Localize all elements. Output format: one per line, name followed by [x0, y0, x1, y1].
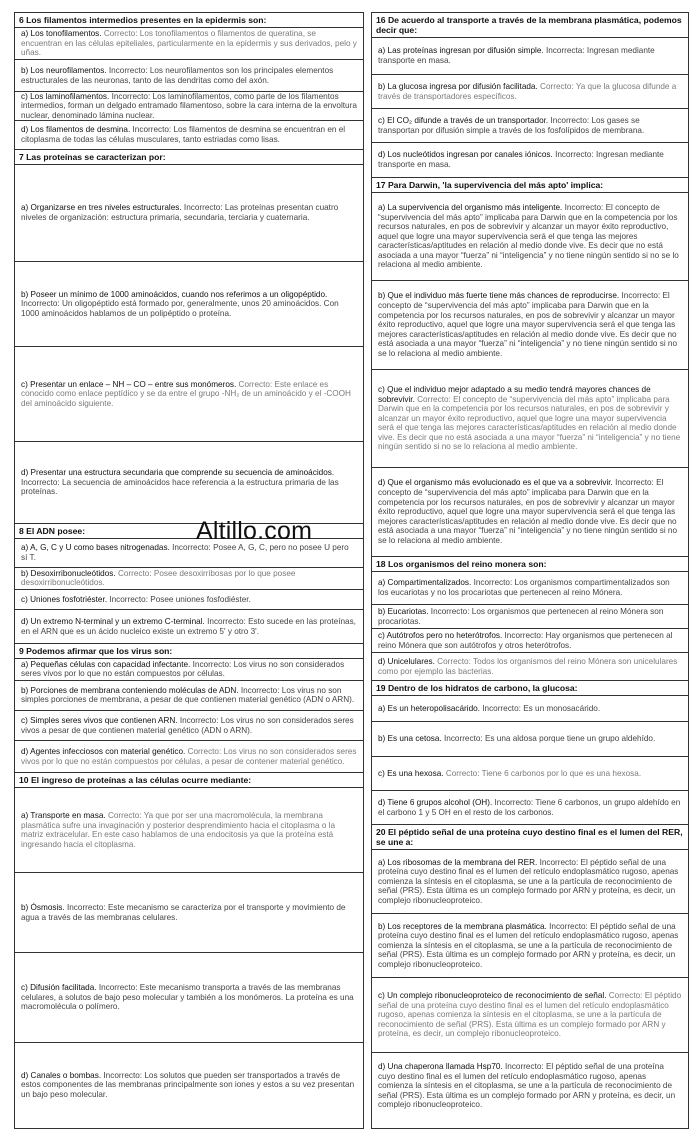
option-verdict: Incorrecto:	[179, 716, 219, 726]
answer-text	[21, 983, 357, 1012]
question-title: 19 Dentro de los hidratos de carbono, la glucosa:	[372, 681, 688, 696]
option-label: b) La glucosa ingresa por difusión facilitada.	[378, 81, 538, 91]
option-label: d) Agentes infecciosos con material genético.	[21, 747, 186, 757]
answer-text	[378, 82, 682, 101]
option-explanation: Ya que la glucosa difunde a través de transportadores específicos.	[378, 81, 677, 101]
option-verdict: Incorrecto:	[549, 921, 588, 931]
option-label: a) Los tonofilamentos.	[21, 29, 102, 39]
answer-text	[378, 607, 682, 626]
option-explanation: La secuencia de aminoácidos hace referencia a la estructura primaria de las proteínas.	[21, 477, 339, 497]
option-verdict: Incorrecto:	[108, 65, 148, 75]
answer-option	[372, 143, 688, 178]
option-label: b) Poseer un mínimo de 1000 aminoácidos, cuando nos referimos a un oligopéptido.	[21, 289, 328, 299]
option-explanation: Este enlace es conocido como enlace peptídico y se da entre el grupo -NH₂ de un aminoácido y el -COOH del aminoácido siguiente.	[21, 379, 351, 409]
option-label: b) Eucariotas.	[378, 606, 429, 616]
answer-option	[15, 1043, 363, 1128]
option-label: a) A, G, C y U como bases nitrogenadas.	[21, 543, 170, 553]
answer-option	[15, 953, 363, 1042]
watermark: Altillo.com	[196, 517, 313, 545]
answer-option	[15, 347, 363, 442]
answer-text	[21, 66, 357, 85]
option-verdict: Correcto:	[437, 656, 471, 666]
answer-option	[15, 681, 363, 711]
option-label: b) Porciones de membrana conteniendo moléculas de ADN.	[21, 685, 239, 695]
option-verdict: Incorrecto:	[505, 1062, 544, 1072]
option-label: a) Transporte en masa.	[21, 810, 106, 820]
answer-option	[15, 121, 363, 150]
answer-option	[15, 590, 363, 610]
option-explanation: El péptido señal de una proteína cuyo destino final es el lumen del retículo endoplasmático rugoso, apenas comienza la síntesis en el citoplasma, se une a la partícula de reconocimiento de señal (PRS). Esta última es un complejo formado por ARN y proteína, es decir, un complejo ribonucleoproteico.	[378, 921, 679, 969]
option-explanation: Los tonofilamentos o filamentos de queratina, se encuentran en las células epiteliales, particularmente en la epidermis y sus derivados, pelo y uñas.	[21, 29, 357, 58]
option-explanation: Los laminofilamentos, como parte de los filamentos intermedios, forman un delgado entramado filamentoso, sobre la cara interna de la envoltura nuclear, denominado lámina nuclear.	[21, 91, 357, 120]
answer-text	[378, 385, 682, 452]
answer-option	[372, 38, 688, 75]
option-explanation: El concepto de “supervivencia del más apto” implicaba para Darwin que en la competencia por los recursos naturales, en pos de sobrevivir y alcanzar un mayor éxito reproductivo, aquel que logre una mayor supervivencia será el que tenga las mejores características/aptitudes en relación al medio donde vive. Es decir que no está asociada a una mayor “fuerza” ni “inteligencia” y no tiene ningún sentido si no se lo relaciona al medio ambiente.	[378, 478, 678, 545]
question-title: 18 Los organismos del reino monera son:	[372, 557, 688, 572]
option-verdict: Incorrecto:	[207, 616, 246, 626]
option-verdict: Incorrecto:	[21, 299, 60, 309]
option-verdict: Incorrecto:	[66, 903, 106, 913]
option-verdict: Incorrecto:	[473, 578, 513, 588]
option-explanation: El concepto de “supervivencia del más apto” implicaba para Darwin que en la competencia por los recursos naturales, en pos de sobrevivir y alcanzar un mayor éxito reproductivo, aquel que logre una mayor supervivencia será el que tenga las mejores características/aptitudes en relación al medio donde vive. Es decir que no está asociada a una mayor “fuerza” ni “inteligencia” y no tiene ningún sentido si no se lo relaciona al medio ambiente.	[378, 291, 678, 358]
option-explanation: Este mecanismo se caracteriza por el transporte y movimiento de agua a través de las membranas celulares.	[21, 903, 346, 922]
answer-text	[21, 468, 357, 497]
option-explanation: Posee desoxirribosas por lo que posee desoxirribonucleótidos.	[21, 568, 296, 588]
option-explanation: Los gases se transportan por difusión simple a través de los fosfolípidos de membrana.	[378, 115, 645, 135]
answer-text	[21, 203, 357, 222]
option-verdict: Incorrecto:	[109, 595, 148, 605]
option-label: b) Desoxirribonucleótidos.	[21, 568, 116, 578]
answer-text	[378, 858, 682, 906]
answer-text	[21, 543, 357, 562]
option-explanation: Hay organismos que pertenecen al reino Mónera que son autótrofos y otros heterótrofos.	[378, 630, 673, 650]
option-verdict: Incorrecto:	[621, 291, 661, 301]
option-explanation: El concepto de “supervivencia del más apto” implicaba para Darwin que en la competencia por los recursos naturales, en pos de sobrevivir y alcanzar un mayor éxito reproductivo, aquel que logre una mayor supervivencia será el que tenga las mejores características/aptitudes en relación al medio donde vive. Es decir que no está asociada a una mayor “fuerza” ni “inteligencia” y no tiene ningún sentido si no se lo relaciona al medio ambiente.	[378, 394, 681, 452]
option-explanation: Los organismos compartimentalizados son los eucariotas y no los procariotas que pertenecen al reino Mónera.	[378, 578, 670, 597]
option-label: a) Compartimentalizados.	[378, 578, 472, 588]
option-verdict: Incorrecto:	[98, 982, 138, 992]
option-explanation: El péptido señal de una proteína cuyo destino final es el lumen del retículo endoplasmático rugoso, apenas comienza la síntesis en el citoplasma, se une a la partícula de reconocimiento de señal (PRS). Esta última es un complejo formado por ARN y proteína, es decir, un complejo ribonucleoproteico.	[378, 1062, 676, 1110]
option-verdict: Incorrecto:	[539, 857, 579, 867]
option-label: c) Uniones fosfotriéster.	[21, 595, 108, 605]
option-verdict: Incorrecto:	[240, 685, 280, 695]
answer-text	[378, 631, 682, 650]
answer-option	[15, 659, 363, 681]
option-verdict: Correcto:	[417, 394, 451, 404]
option-verdict: Incorrecto:	[192, 659, 232, 669]
option-explanation: Es un monosacárido.	[523, 703, 601, 713]
answer-option	[372, 757, 688, 791]
option-label: c) Autótrofos pero no heterótrofos.	[378, 630, 503, 640]
option-verdict: Incorrecto:	[132, 125, 172, 135]
answer-option	[372, 370, 688, 468]
answer-option	[372, 978, 688, 1053]
answer-text	[378, 922, 682, 970]
answer-option	[372, 791, 688, 825]
answer-option	[15, 610, 363, 643]
option-label: d) Tiene 6 grupos alcohol (OH).	[378, 797, 493, 807]
option-explanation: Ya que por ser una macromolécula, la membrana plasmática sufre una invaginación y posterior desprendimiento hacia el citoplasma o la matriz extracelular. En este caso hablamos de una endocitosis ya que la proteína está ingresando hacia el citoplasma.	[21, 810, 336, 849]
answer-text	[378, 704, 682, 714]
option-verdict: Incorrecto:	[482, 703, 521, 713]
option-explanation: Las proteínas presentan cuatro niveles de organización: estructura primaria, secundaria, terciaria y cuaternaria.	[21, 203, 339, 222]
answer-text	[378, 46, 682, 65]
question-title: 20 El péptido señal de una proteína cuyo destino final es el lumen del RER, se une a:	[372, 825, 688, 850]
option-label: b) Los receptores de la membrana plasmática.	[378, 921, 547, 931]
option-explanation: Los virus no son considerados seres vivos por lo que no están compuestos por células.	[21, 659, 345, 679]
option-verdict: Incorrecto:	[550, 115, 590, 125]
option-label: c) El CO₂ difunde a través de un transportador.	[378, 115, 549, 125]
option-label: c) Un complejo ribonucleoproteico de reconocimiento de señal.	[378, 991, 607, 1001]
answer-option	[372, 914, 688, 978]
answer-text	[378, 291, 682, 358]
question-title: 10 El ingreso de proteínas a las células ocurre mediante:	[15, 773, 363, 788]
answer-text	[378, 203, 682, 270]
answer-option	[15, 28, 363, 60]
answer-text	[378, 1062, 682, 1110]
option-verdict: Incorrecto:	[430, 606, 470, 616]
option-label: d) Un extremo N-terminal y un extremo C-terminal.	[21, 616, 205, 626]
option-label: d) Presentar una estructura secundaria que comprende su secuencia de aminoácidos.	[21, 468, 335, 478]
answer-text	[21, 617, 357, 636]
option-verdict: Correcto:	[540, 81, 574, 91]
option-explanation: Tiene 6 carbonos, un grupo aldehído en el carbono 1 y 5 OH en el resto de los carbonos.	[378, 797, 681, 817]
option-label: d) Canales o bombas.	[21, 1070, 102, 1080]
answer-text	[21, 747, 357, 766]
option-explanation: Todos los organismos del reino Mónera son unicelulares como por ejemplo las bacterias.	[378, 656, 678, 676]
answer-option	[372, 629, 688, 653]
option-explanation: El concepto de “supervivencia del más apto” implicaba para Darwin que en la competencia por los recursos naturales, en pos de sobrevivir y alcanzar un mayor éxito reproductivo, aquel que logre una mayor supervivencia será el que tenga las mejores características/aptitudes en relación al medio donde vive. Es decir que no está asociada a una mayor “fuerza” ni “inteligencia” y no tiene ningún sentido si no se lo relaciona al medio ambiente.	[378, 202, 679, 270]
answer-text	[378, 150, 682, 169]
option-label: b) Los neurofilamentos.	[21, 65, 107, 75]
answer-text	[378, 734, 682, 744]
answer-option	[15, 788, 363, 874]
option-label: d) Una chaperona llamada Hsp70.	[378, 1062, 503, 1072]
question-title: 17 Para Darwin, 'la supervivencia del más apto' implica:	[372, 178, 688, 193]
option-verdict: Correcto:	[117, 568, 152, 578]
answer-option	[372, 572, 688, 605]
question-title: 6 Los filamentos intermedios presentes en la epidermis son:	[15, 13, 363, 28]
answer-text	[21, 811, 357, 849]
option-label: d) Los nucleótidos ingresan por canales iónicos.	[378, 150, 553, 160]
answer-option	[15, 262, 363, 348]
option-explanation: Este mecanismo transporta a través de las membranas celulares, a solutos de bajo peso molecular y también a los monómeros. La proteína es una macromolécula o polímero.	[21, 982, 354, 1012]
option-verdict: Incorrecto:	[555, 150, 594, 160]
option-verdict: Incorrecta:	[545, 46, 585, 56]
option-verdict: Incorrecto:	[494, 797, 534, 807]
option-verdict: Incorrecto:	[504, 630, 544, 640]
option-explanation: Los solutos que pueden ser transportados a través de estos componentes de las membranas principalmente son iones y estos a su vez presentan un bajo peso molecular.	[21, 1070, 355, 1100]
answer-text	[21, 569, 357, 588]
option-verdict: Incorrecto:	[103, 1070, 143, 1080]
answer-text	[21, 660, 357, 679]
option-explanation: Ingresan mediante transporte en masa.	[378, 150, 664, 169]
option-verdict: Incorrecto:	[111, 91, 151, 101]
option-verdict: Correcto:	[107, 810, 142, 820]
option-label: c) Es una hexosa.	[378, 768, 444, 778]
answer-text	[21, 29, 357, 58]
option-label: c) Difusión facilitada.	[21, 982, 97, 992]
option-explanation: Posee A, G, C, pero no posee U pero sí T.	[21, 543, 349, 562]
answer-text	[21, 1071, 357, 1100]
answer-text	[378, 578, 682, 597]
option-label: a) Las proteínas ingresan por difusión simple.	[378, 46, 544, 56]
option-verdict: Correcto:	[608, 991, 643, 1001]
option-explanation: Los neurofilamentos son los principales elementos estructurales de las neuronas, tanto de las dendritas como del axón.	[21, 65, 334, 85]
answer-option	[372, 109, 688, 143]
answer-text	[378, 991, 682, 1039]
answer-text	[21, 686, 357, 705]
option-explanation: Los filamentos de desmina se encuentran en el citoplasma de todas las células musculares, tanto estriadas como lisas.	[21, 125, 346, 144]
answer-option	[372, 605, 688, 629]
answer-option	[372, 696, 688, 722]
option-explanation: Los virus no son simples porciones de membrana, a pesar de que contienen material genético (ADN o ARN).	[21, 685, 355, 705]
answer-text	[21, 380, 357, 409]
answer-text	[21, 903, 357, 922]
answer-text	[378, 478, 682, 545]
answer-option	[15, 165, 363, 262]
option-label: a) La supervivencia del organismo más inteligente.	[378, 202, 563, 212]
answer-option	[372, 722, 688, 757]
answer-text	[21, 290, 357, 319]
option-explanation: Tiene 6 carbonos por lo que es una hexosa.	[481, 768, 642, 778]
option-verdict: Incorrecto:	[21, 477, 60, 487]
option-verdict: Correcto:	[187, 747, 222, 757]
answer-text	[378, 769, 682, 779]
answer-option	[15, 741, 363, 772]
option-label: c) Los laminofilamentos.	[21, 91, 110, 101]
option-label: c) Que el individuo mejor adaptado a su medio tendrá mayores chances de sobrevivir.	[378, 384, 651, 404]
option-verdict: Correcto:	[445, 768, 480, 778]
option-explanation: Esto sucede en las proteínas, en el ARN que es un ácido nucleico existe un extremo 5' y otro 3'.	[21, 616, 356, 636]
option-verdict: Incorrecto:	[183, 203, 223, 213]
option-verdict: Incorrecto:	[172, 543, 211, 553]
option-label: a) Pequeñas células con capacidad infectante.	[21, 659, 191, 669]
option-verdict: Incorrecto:	[615, 478, 654, 488]
answer-option	[15, 568, 363, 591]
answer-text	[21, 92, 357, 121]
answer-text	[21, 125, 357, 144]
answer-option	[15, 873, 363, 953]
option-label: a) Es un heteropolisacárido.	[378, 703, 480, 713]
right-column	[371, 12, 689, 1129]
option-explanation: Ingresan mediante transporte en masa.	[378, 46, 655, 65]
answer-text	[378, 657, 682, 676]
option-verdict: Incorrecto:	[564, 202, 604, 212]
question-title: 16 De acuerdo al transporte a través de la membrana plasmática, podemos decir que:	[372, 13, 688, 38]
option-label: a) Organizarse en tres niveles estructurales.	[21, 203, 182, 213]
answer-option	[372, 193, 688, 281]
left-column	[14, 12, 364, 1129]
answer-option	[15, 60, 363, 91]
option-label: b) Ósmosis.	[21, 903, 65, 913]
option-explanation: Los virus no son considerados seres vivos por lo que no están compuestos por células, a pesar de contener material genético.	[21, 747, 357, 766]
option-verdict: Incorrecto:	[444, 734, 483, 744]
option-verdict: Correcto:	[238, 379, 273, 389]
option-label: b) Que el individuo más fuerte tiene más chances de reproducirse.	[378, 291, 620, 301]
answer-text	[21, 595, 357, 605]
answer-option	[372, 653, 688, 681]
question-title: 7 Las proteínas se caracterizan por:	[15, 150, 363, 165]
option-explanation: Los virus no son considerados seres vivos a pesar de que contienen material genético (ADN o ARN).	[21, 716, 354, 735]
question-title: 8 El ADN posee:	[15, 524, 363, 539]
answer-text	[378, 798, 682, 817]
answer-text	[378, 116, 682, 135]
option-label: d) Unicelulares.	[378, 656, 435, 666]
option-verdict: Correcto:	[103, 29, 138, 39]
option-explanation: Es una aldosa porque tiene un grupo aldehído.	[484, 734, 656, 744]
option-label: c) Simples seres vivos que contienen ARN.	[21, 716, 178, 726]
option-explanation: Un oligopéptido está formado por, generalmente, unos 20 aminoácidos. Con 1000 aminoácidos hablamos de un polipéptido o proteína.	[21, 299, 339, 318]
answer-option	[15, 92, 363, 122]
option-label: b) Es una cetosa.	[378, 734, 442, 744]
answer-option	[15, 442, 363, 524]
answer-option	[372, 281, 688, 370]
answer-option	[372, 468, 688, 557]
answer-option	[372, 850, 688, 914]
answer-text	[21, 716, 357, 735]
answer-option	[15, 711, 363, 741]
option-label: d) Que el organismo más evolucionado es el que va a sobrevivir.	[378, 478, 613, 488]
answer-option	[372, 1053, 688, 1119]
option-label: c) Presentar un enlace – NH – CO – entre sus monómeros.	[21, 379, 237, 389]
option-explanation: Posee uniones fosfodiéster.	[150, 595, 251, 605]
question-title: 9 Podemos afirmar que los virus son:	[15, 644, 363, 659]
option-explanation: El péptido señal de una proteína cuyo destino final es el lumen del retículo endoplasmático rugoso, apenas comienza la síntesis en el citoplasma, se une a la partícula de reconocimiento de señal (PRS). Esta última es un complejo formado por ARN y proteína, es decir, un complejo ribonucleoproteico.	[378, 857, 679, 905]
option-label: a) Los ribosomas de la membrana del RER.	[378, 857, 538, 867]
option-explanation: Los organismos que pertenecen al reino Mónera son procariotas.	[378, 606, 664, 626]
option-explanation: El péptido señal de una proteína cuyo destino final es el lumen del retículo endoplasmático rugoso, apenas comienza la síntesis en el citoplasma, se une a la partícula de reconocimiento de señal (PRS). Esta última es un complejo formado por ARN y proteína, es decir, un complejo ribonucleoproteico.	[378, 991, 682, 1039]
answer-option	[372, 75, 688, 109]
option-label: d) Los filamentos de desmina.	[21, 125, 131, 135]
